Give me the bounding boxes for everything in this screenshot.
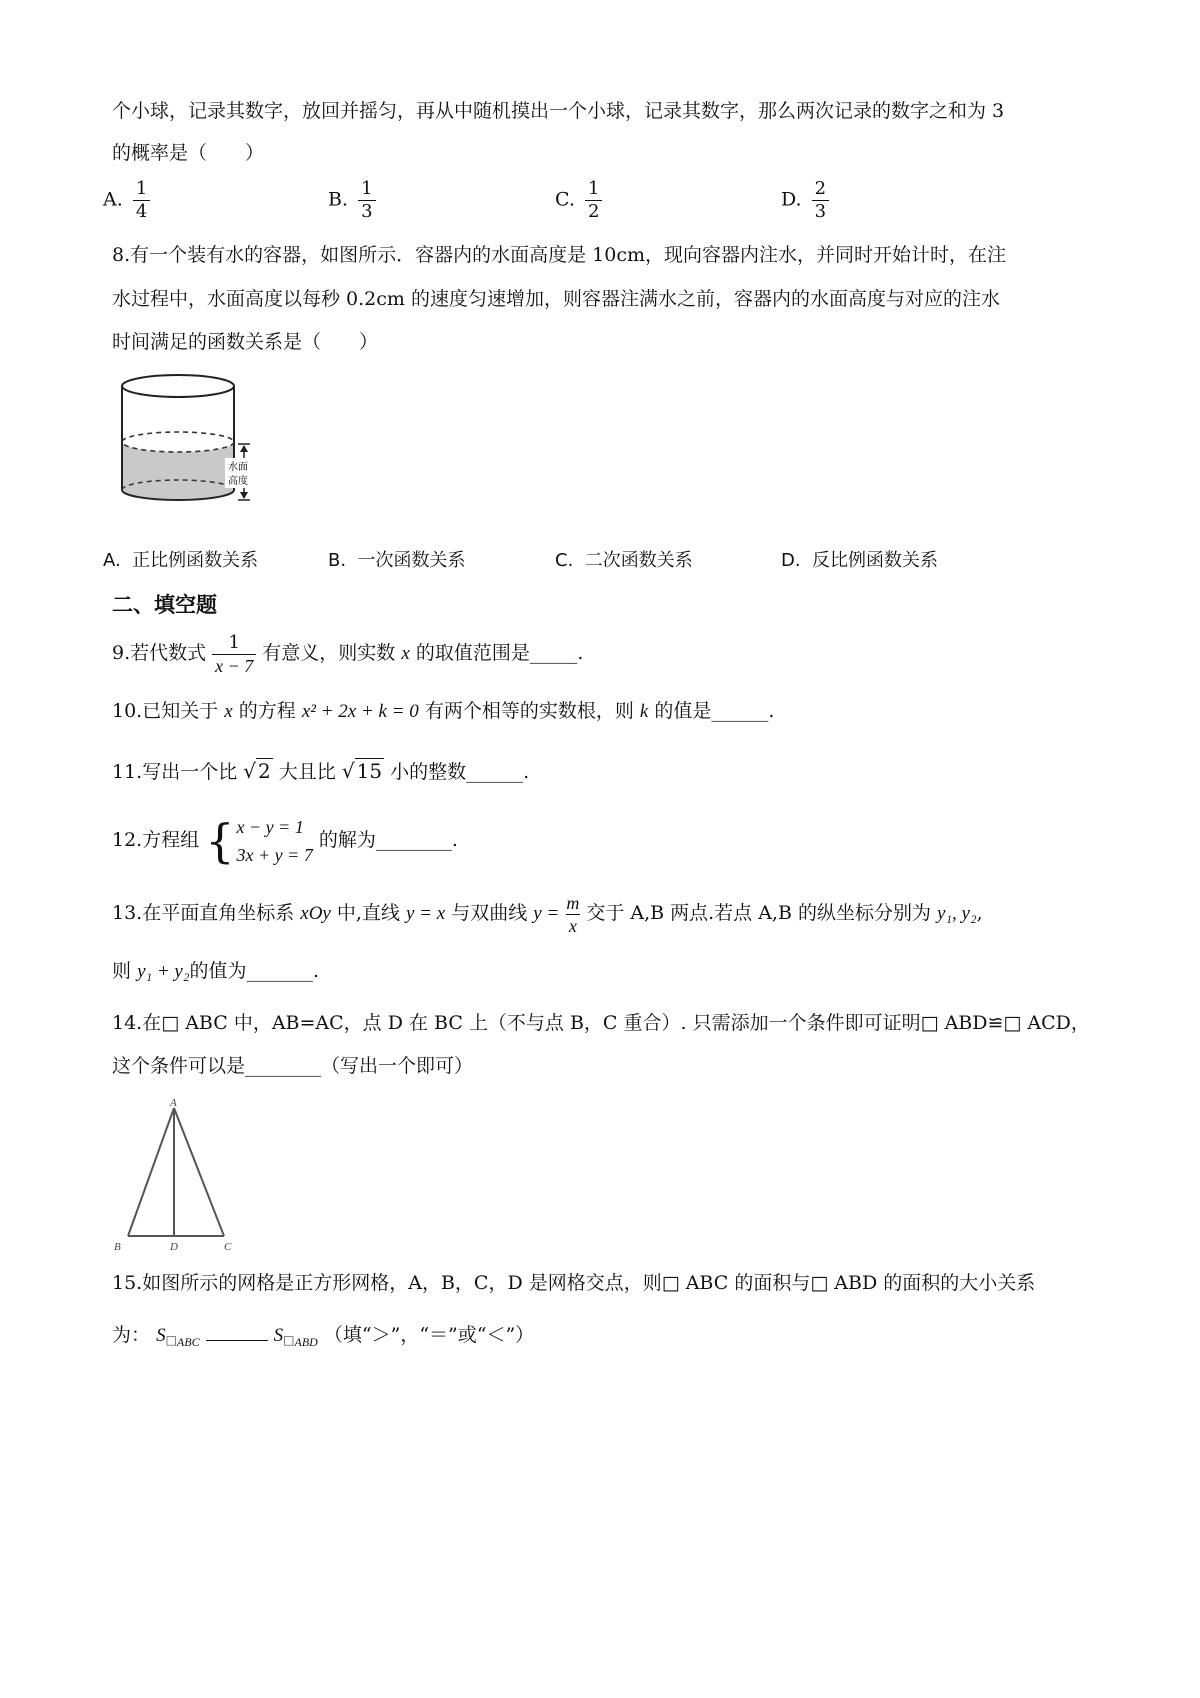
side-ab xyxy=(128,1108,174,1236)
figure-label-line1: 水面 xyxy=(228,462,248,473)
figure-label-line2: 高度 xyxy=(228,476,248,487)
sqrt-15: √ 15 xyxy=(341,759,383,783)
q7-line2: 的概率是（ ） xyxy=(112,142,265,164)
triangle-figure xyxy=(108,1096,248,1256)
q13-line2: 则 y₁ + y₂的值为_______. xyxy=(112,960,320,982)
q8-line2: 水过程中，水面高度以每秒 0.2cm 的速度匀速增加，则容器注满水之前，容器内的水面高度与对应的注水 xyxy=(112,288,1000,310)
equation-system: { x − y = 1 3x + y = 7 xyxy=(205,814,313,868)
q7-option-a: A. $\frac{1}{4}$ xyxy=(103,178,154,223)
label-a: A xyxy=(170,1097,177,1109)
q15-line2: 为： $S_{□ABC}$ $S_{□ABD}$ （填“＞”，“＝”或“＜”） xyxy=(112,1324,535,1349)
q7-option-c: C. $\frac{1}{2}$ xyxy=(555,178,606,223)
q8-line1: 8.有一个装有水的容器，如图所示．容器内的水面高度是 10cm，现向容器内注水，并同时开始计时，在注 xyxy=(112,244,1007,266)
q10: 10.已知关于 x 的方程 x² + 2x + k = 0 有两个相等的实数根，则 k 的值是______. xyxy=(112,700,775,722)
q8-option-a: A. 正比例函数关系 xyxy=(103,550,259,571)
q8-option-c: C. 二次函数关系 xyxy=(555,550,693,571)
q7-option-d: D. $\frac{2}{3}$ xyxy=(781,178,833,223)
q8-line3: 时间满足的函数关系是（ ） xyxy=(112,331,379,353)
q7-line1: 个小球，记录其数字，放回并摇匀，再从中随机摸出一个小球，记录其数字，那么两次记录的数字之和为 3 xyxy=(112,100,1005,122)
side-ac xyxy=(174,1108,224,1236)
q8-option-b: B. 一次函数关系 xyxy=(328,550,466,571)
q7-option-b: B. $\frac{1}{3}$ xyxy=(328,178,380,223)
label-d: D xyxy=(170,1241,178,1253)
label-b: B xyxy=(114,1241,121,1253)
q15-line1: 15.如图所示的网格是正方形网格，A，B，C，D 是网格交点，则□ ABC 的面积与□ ABD 的面积的大小关系 xyxy=(112,1272,1036,1294)
label-c: C xyxy=(224,1241,232,1253)
section-title: 二、填空题 xyxy=(112,593,217,617)
q8-option-d: D. 反比例函数关系 xyxy=(781,550,939,571)
q9: 9.若代数式 $\frac{1}{x - 7}$ 有意义，则实数 x 的取值范围是_____. xyxy=(112,631,584,676)
q14-line1: 14.在□ ABC 中，AB=AC，点 D 在 BC 上（不与点 B，C 重合）. 只需添加一个条件即可证明□ ABD≌□ ACD， xyxy=(112,1012,1090,1034)
q12: 12.方程组 { x − y = 1 3x + y = 7 的解为________. xyxy=(112,814,458,868)
q11: 11.写出一个比 √ 2 大且比 √ 15 小的整数______. xyxy=(112,759,530,783)
q13-line1: 13.在平面直角坐标系 xOy 中,直线 y = x 与双曲线 y = $\frac{m}{x}$ 交于 A,B 两点.若点 A,B 的纵坐标分别为 y₁, y₂, xyxy=(112,892,983,936)
cylinder-figure xyxy=(112,372,272,532)
q14-line2: 这个条件可以是________（写出一个即可） xyxy=(112,1055,474,1077)
sqrt-2: √ 2 xyxy=(243,759,271,783)
